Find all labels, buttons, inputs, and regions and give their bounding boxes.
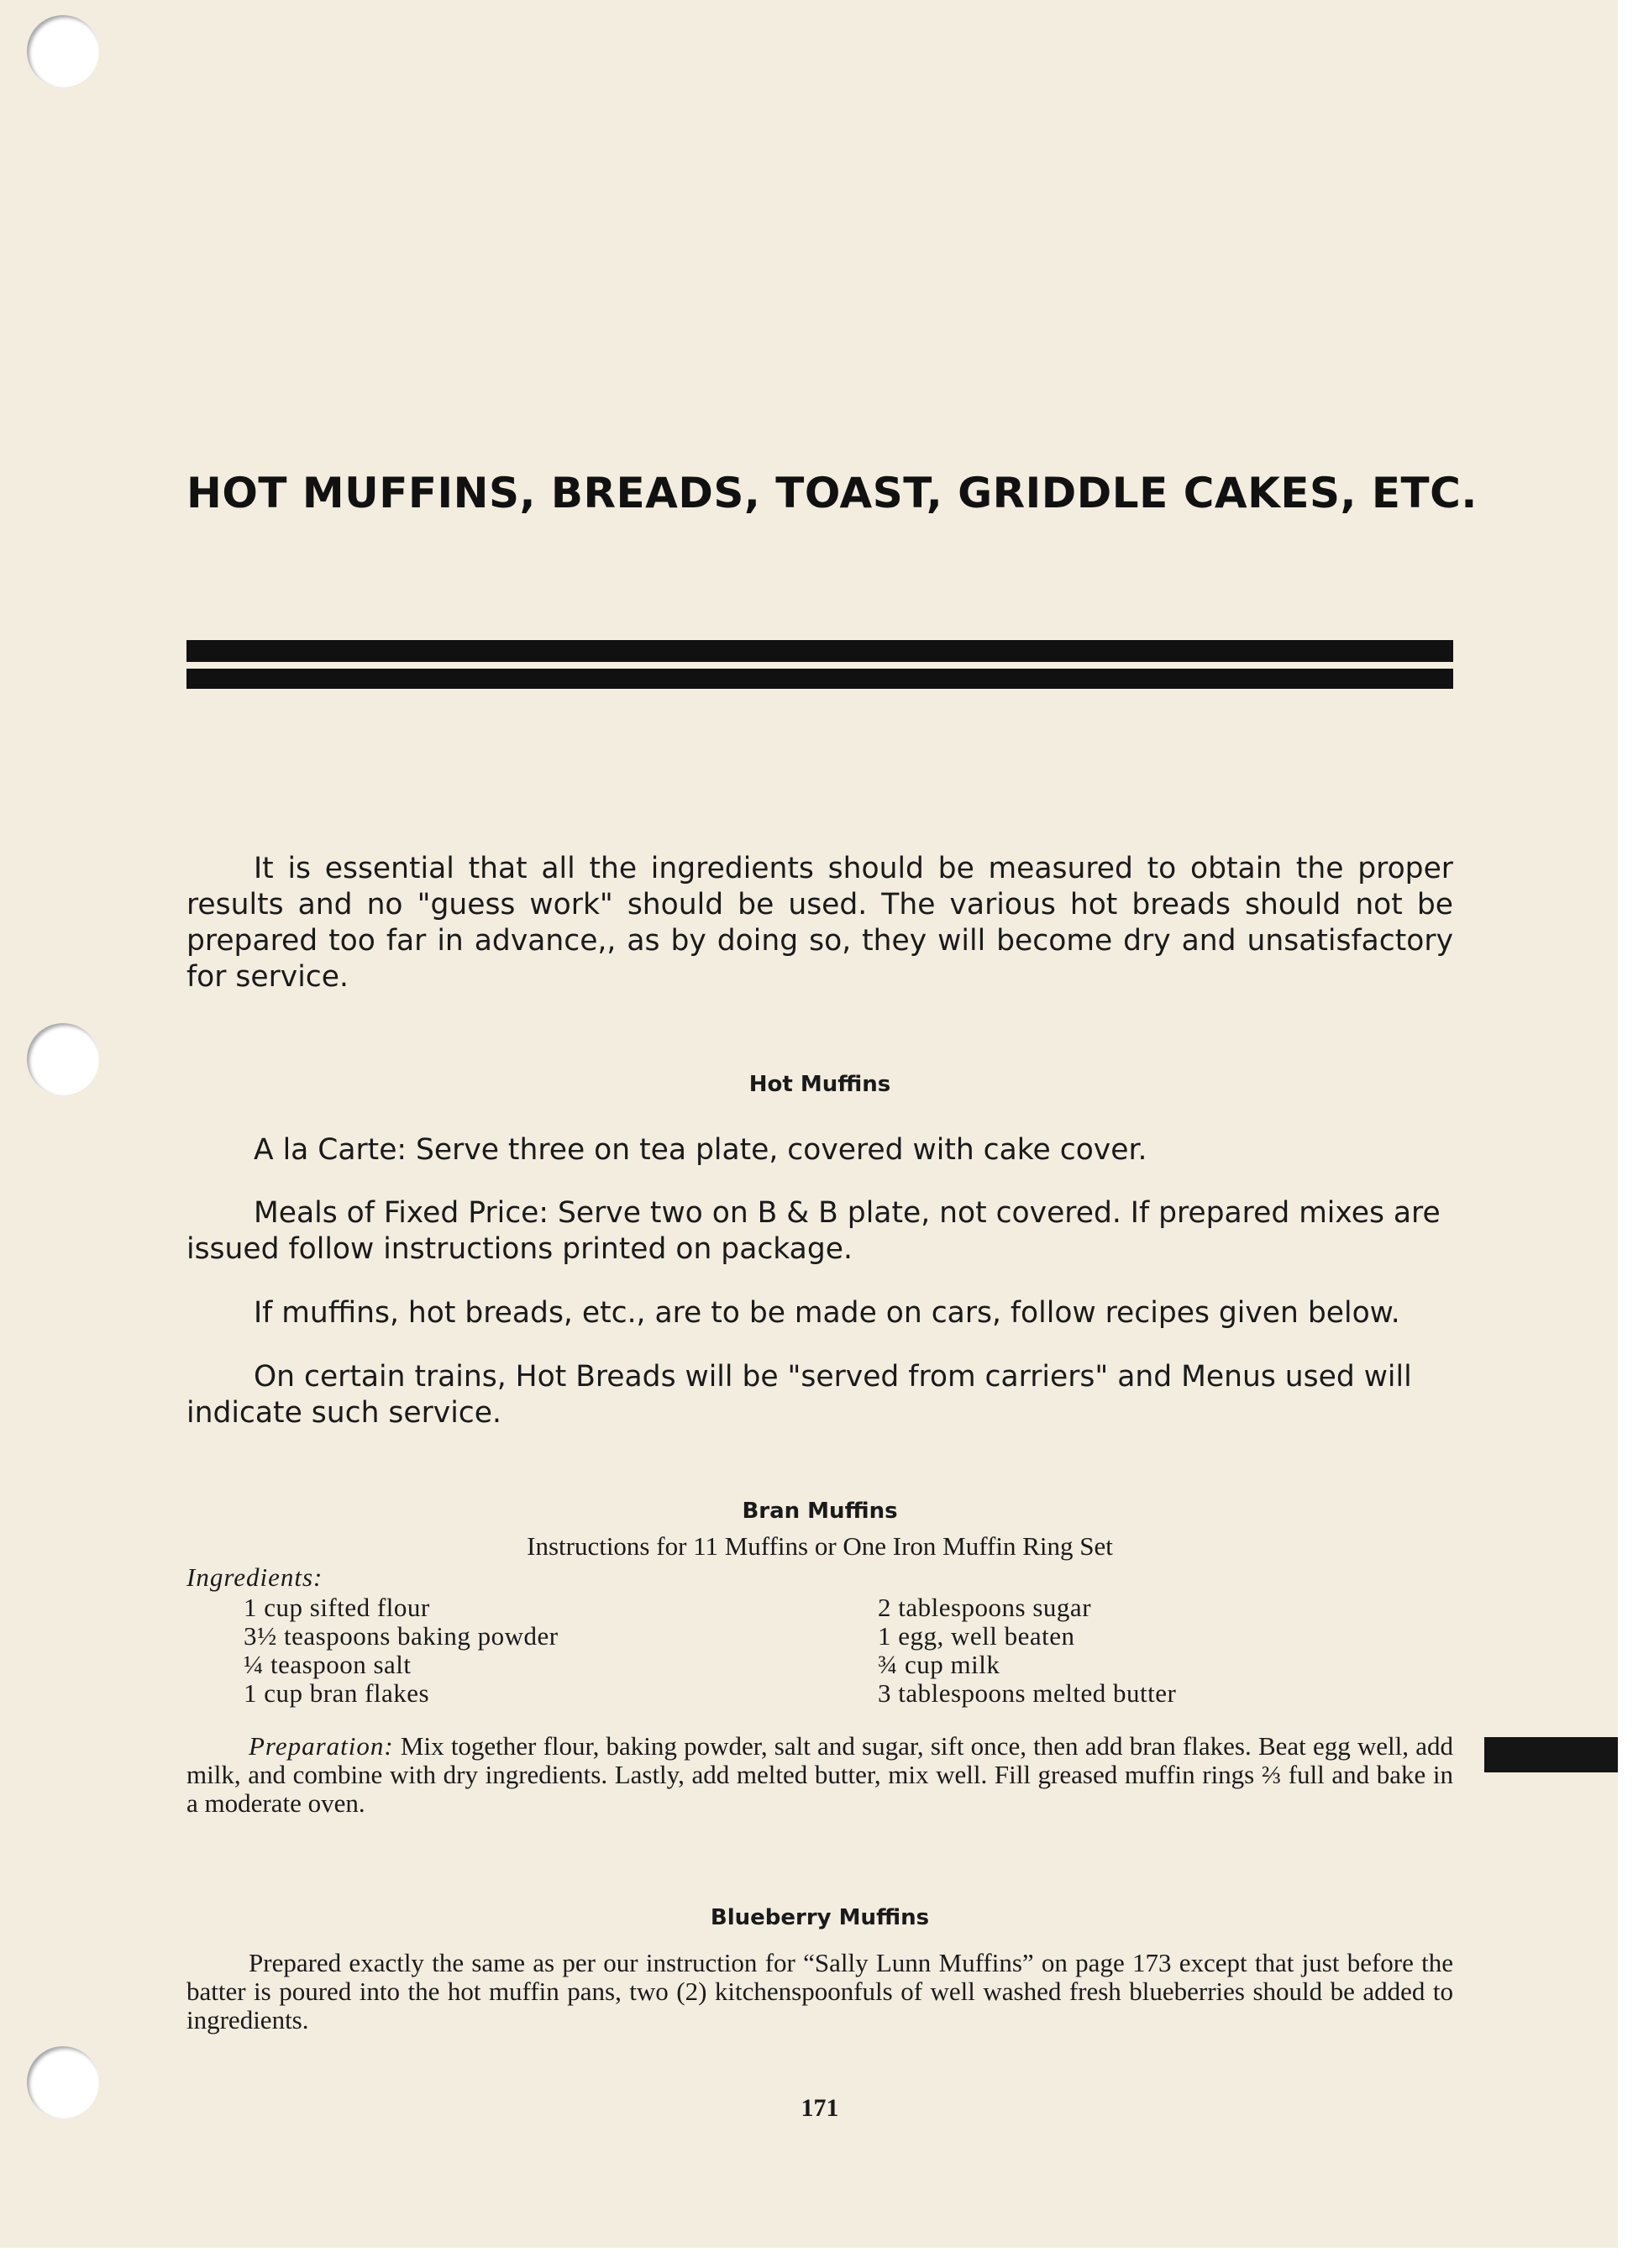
- ingredient-item: 2 tablespoons sugar: [878, 1593, 1092, 1622]
- a-la-carte-paragraph: A la Carte: Serve three on tea plate, covered with cake cover.: [254, 1133, 1147, 1167]
- hot-muffins-heading: Hot Muffins: [748, 1072, 891, 1097]
- page-edge-margin: [1618, 0, 1638, 2268]
- page-number: 171: [801, 2094, 839, 2122]
- title-rule-bottom: [186, 669, 1453, 689]
- ingredient-item: 1 egg, well beaten: [878, 1621, 1075, 1651]
- ingredient-item: 3½ teaspoons baking powder: [244, 1621, 559, 1651]
- served-from-carriers-paragraph: On certain trains, Hot Breads will be "served from carriers" and Menus used will indicate such service.: [186, 1360, 1412, 1430]
- ingredients-list-left: [244, 1593, 559, 1708]
- blueberry-muffins-heading: Blueberry Muffins: [710, 1905, 930, 1930]
- ingredient-item: 1 cup bran flakes: [244, 1678, 430, 1708]
- punch-hole-bottom: [27, 2046, 99, 2118]
- preparation-text: Mix together flour, baking powder, salt and sugar, sift once, then add bran flakes. Beat egg well, add milk, and combine with dry ingredients. Lastly, add melted butter, mix well. Fill greased muffin rings ⅔ full and bake in a moderate oven.: [186, 1731, 1453, 1818]
- preparation-label: Preparation:: [249, 1731, 394, 1761]
- bran-muffins-heading: Bran Muffins: [742, 1499, 898, 1524]
- ingredient-item: 3 tablespoons melted butter: [878, 1678, 1177, 1708]
- bran-muffins-subheading: Instructions for 11 Muffins or One Iron Muffin Ring Set: [527, 1531, 1113, 1561]
- ingredient-item: 1 cup sifted flour: [244, 1593, 430, 1622]
- ingredient-item: ¾ cup milk: [878, 1650, 1000, 1679]
- blueberry-paragraph: Prepared exactly the same as per our instruction for “Sally Lunn Muffins” on page 173 except that just before the batter is poured into the hot muffin pans, two (2) kitchenspoonfuls of well washed fresh blueberries should be added to ingredients.: [186, 1948, 1453, 2034]
- page-bottom-margin: [0, 2248, 1638, 2268]
- title-rule-top: [186, 640, 1453, 662]
- intro-paragraph: It is essential that all the ingredients should be measured to obtain the proper results and no "guess work" should be used. The various hot breads should not be prepared too far in advance,, as by doing so, they will become dry and unsatisfactory for service.: [186, 852, 1453, 994]
- punch-hole-top: [27, 15, 99, 87]
- section-edge-tab: [1484, 1737, 1618, 1772]
- punch-hole-middle: [27, 1023, 99, 1095]
- preparation-paragraph: [186, 1732, 1453, 1818]
- ingredients-label: Ingredients:: [186, 1562, 323, 1592]
- ingredients-list-right: [878, 1593, 1176, 1708]
- fixed-price-paragraph: Meals of Fixed Price: Serve two on B & B plate, not covered. If prepared mixes are issued follow instructions printed on package.: [186, 1196, 1441, 1266]
- page-title: HOT MUFFINS, BREADS, TOAST, GRIDDLE CAKES, ETC.: [186, 469, 1478, 517]
- ingredient-item: ¼ teaspoon salt: [244, 1650, 412, 1679]
- made-on-cars-paragraph: If muffins, hot breads, etc., are to be made on cars, follow recipes given below.: [254, 1296, 1400, 1330]
